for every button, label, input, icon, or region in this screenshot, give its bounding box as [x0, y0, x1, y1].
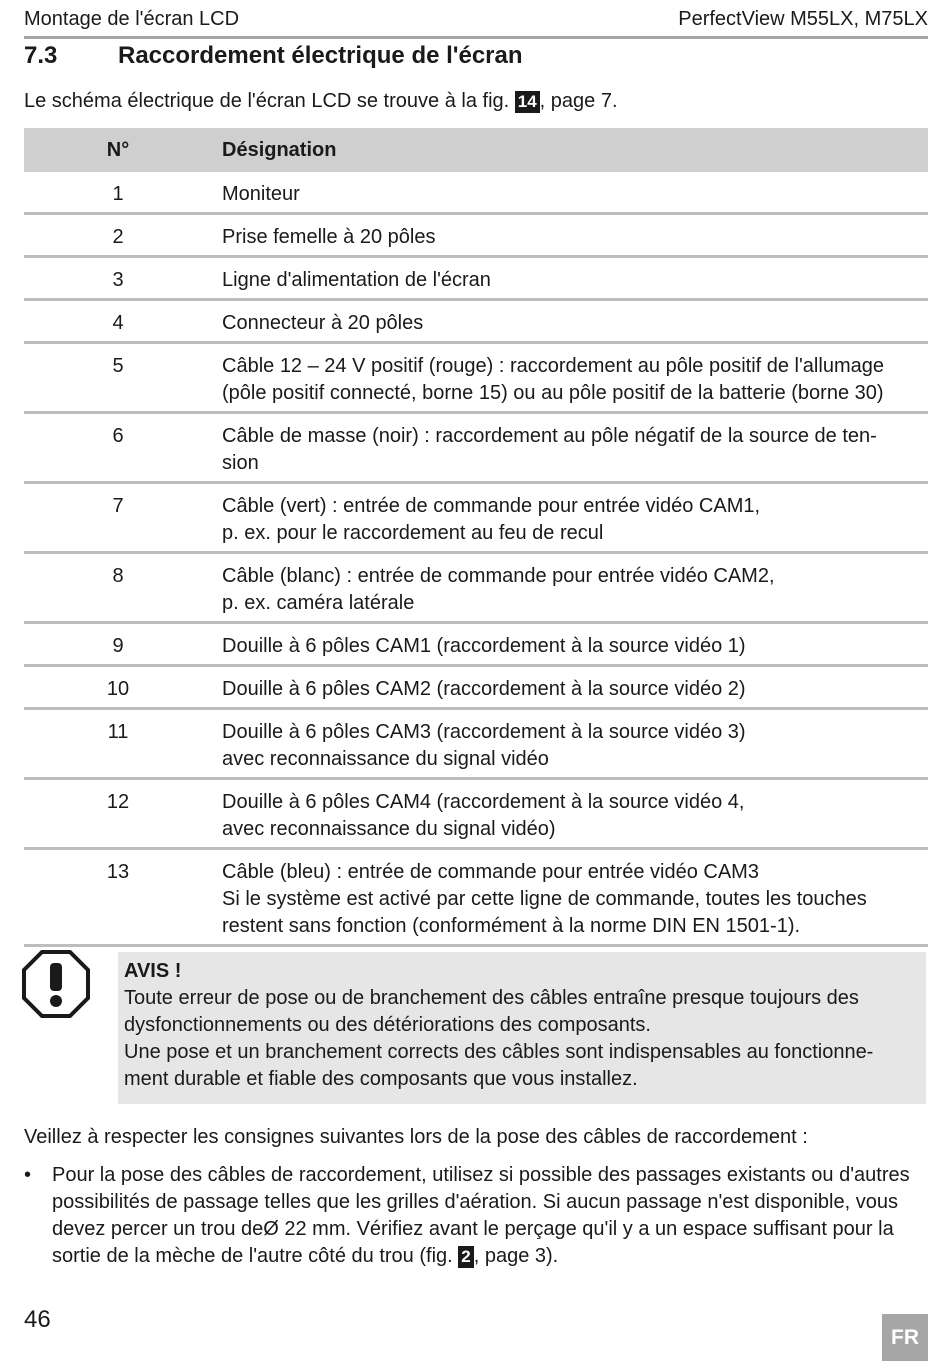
table-row — [24, 666, 928, 709]
table-body — [24, 172, 928, 946]
designation-line: avec reconnaissance du signal vidéo) — [222, 818, 556, 840]
row-number: 5 — [24, 343, 212, 413]
designation-line: (pôle positif connecté, borne 15) ou au pôle positif de la batterie (borne 30) — [222, 382, 884, 404]
table-row — [24, 623, 928, 666]
row-designation — [212, 709, 928, 779]
table-row — [24, 553, 928, 623]
table-row — [24, 779, 928, 849]
table-row — [24, 709, 928, 779]
designation-line: Câble 12 – 24 V positif (rouge) : raccordement au pôle positif de l'allumage — [222, 355, 884, 377]
row-designation — [212, 553, 928, 623]
designation-line: avec reconnaissance du signal vidéo — [222, 748, 549, 770]
row-number: 7 — [24, 483, 212, 553]
figure-reference: 2 — [458, 1246, 473, 1268]
designation-line: restent sans fonction (conformément à la norme DIN EN 1501-1). — [222, 915, 801, 937]
section-title: Raccordement électrique de l'écran — [118, 42, 523, 69]
section-heading — [24, 42, 523, 70]
bullet-symbol: • — [24, 1164, 32, 1186]
row-designation — [212, 483, 928, 553]
table-row — [24, 483, 928, 553]
designation-line: Ligne d'alimentation de l'écran — [222, 269, 491, 291]
designation-line: Câble (bleu) : entrée de commande pour entrée vidéo CAM3 — [222, 861, 759, 883]
column-header-number: N° — [24, 128, 212, 172]
designation-line: Moniteur — [222, 183, 300, 205]
bullet-item — [24, 1162, 928, 1270]
row-designation — [212, 849, 928, 946]
table-row — [24, 413, 928, 483]
figure-reference: 14 — [515, 91, 540, 113]
notice-line: Une pose et un branchement corrects des câbles sont indispensables au fonctionne- — [124, 1041, 874, 1063]
table-row — [24, 343, 928, 413]
row-number: 11 — [24, 709, 212, 779]
intro-text — [24, 90, 618, 113]
designation-line: Câble de masse (noir) : raccordement au pôle négatif de la source de ten- — [222, 425, 877, 447]
table-row — [24, 849, 928, 946]
designation-line: Prise femelle à 20 pôles — [222, 226, 436, 248]
row-number: 13 — [24, 849, 212, 946]
designation-line: Douille à 6 pôles CAM1 (raccordement à la source vidéo 1) — [222, 635, 746, 657]
designation-line: Douille à 6 pôles CAM4 (raccordement à la source vidéo 4, — [222, 791, 745, 813]
table-header-row — [24, 128, 928, 172]
table-row — [24, 300, 928, 343]
notice-line: dysfonctionnements ou des détériorations des composants. — [124, 1014, 651, 1036]
bullet-line — [52, 1243, 928, 1270]
notice-line: Toute erreur de pose ou de branchement des câbles entraîne presque toujours des — [124, 987, 859, 1009]
designation-line: Si le système est activé par cette ligne de commande, toutes les touches — [222, 888, 867, 910]
notice-box — [118, 952, 926, 1104]
instruction-paragraph: Veillez à respecter les consignes suivantes lors de la pose des câbles de raccordement : — [24, 1126, 808, 1148]
row-number: 9 — [24, 623, 212, 666]
bullet-last-before: sortie de la mèche de l'autre côté du trou (fig. — [52, 1245, 453, 1267]
row-designation — [212, 172, 928, 214]
designation-line: Câble (vert) : entrée de commande pour entrée vidéo CAM1, — [222, 495, 761, 517]
row-designation — [212, 623, 928, 666]
row-designation — [212, 666, 928, 709]
row-designation — [212, 413, 928, 483]
table-row — [24, 214, 928, 257]
row-number: 1 — [24, 172, 212, 214]
designation-line: p. ex. caméra latérale — [222, 592, 415, 614]
bullet-last-after: , page 3). — [473, 1245, 559, 1267]
notice-line: ment durable et fiable des composants que vous installez. — [124, 1068, 638, 1090]
row-number: 10 — [24, 666, 212, 709]
row-number: 3 — [24, 257, 212, 300]
exclamation-octagon-icon — [22, 950, 90, 1018]
bullet-line: Pour la pose des câbles de raccordement, utilisez si possible des passages existants ou d'autres — [52, 1164, 910, 1186]
row-number: 4 — [24, 300, 212, 343]
row-designation — [212, 343, 928, 413]
row-number: 6 — [24, 413, 212, 483]
designation-line: Connecteur à 20 pôles — [222, 312, 424, 334]
designation-line: Câble (blanc) : entrée de commande pour entrée vidéo CAM2, — [222, 565, 775, 587]
language-tab: FR — [882, 1314, 928, 1361]
row-number: 8 — [24, 553, 212, 623]
bullet-line: possibilités de passage telles que les grilles d'aération. Si aucun passage n'est disponible, vous — [52, 1191, 898, 1213]
row-designation — [212, 257, 928, 300]
table-row — [24, 257, 928, 300]
designation-line: Douille à 6 pôles CAM2 (raccordement à la source vidéo 2) — [222, 678, 746, 700]
column-header-designation: Désignation — [212, 128, 928, 172]
row-designation — [212, 779, 928, 849]
page-header — [24, 6, 928, 39]
table-row — [24, 172, 928, 214]
row-number: 2 — [24, 214, 212, 257]
notice-title: AVIS ! — [124, 960, 182, 982]
designation-line: sion — [222, 452, 259, 474]
page-number: 46 — [24, 1306, 51, 1333]
designation-line: Douille à 6 pôles CAM3 (raccordement à la source vidéo 3) — [222, 721, 746, 743]
header-product: PerfectView M55LX, M75LX — [678, 8, 928, 30]
row-designation — [212, 214, 928, 257]
header-chapter: Montage de l'écran LCD — [24, 8, 240, 30]
bullet-text — [52, 1162, 928, 1270]
section-number: 7.3 — [24, 42, 58, 69]
row-number: 12 — [24, 779, 212, 849]
designation-line: p. ex. pour le raccordement au feu de recul — [222, 522, 604, 544]
bullet-line: devez percer un trou deØ 22 mm. Vérifiez avant le perçage qu'il y a un espace suffisant pour la — [52, 1218, 894, 1240]
connection-table — [24, 128, 928, 947]
intro-after: , page 7. — [539, 90, 618, 112]
row-designation — [212, 300, 928, 343]
intro-before: Le schéma électrique de l'écran LCD se trouve à la fig. — [24, 90, 510, 112]
